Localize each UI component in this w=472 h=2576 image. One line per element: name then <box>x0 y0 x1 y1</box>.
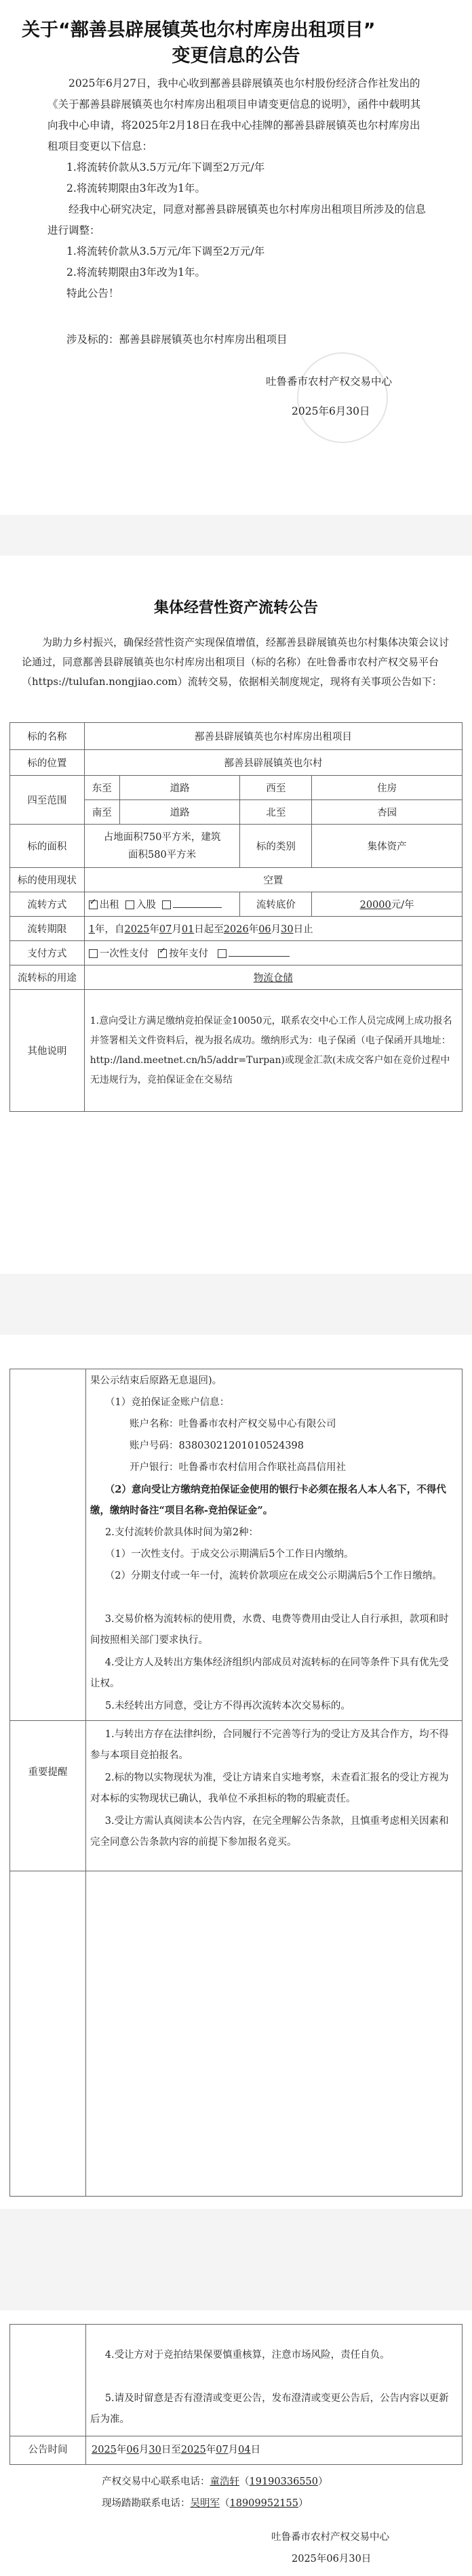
option-rent: 出租 <box>99 900 119 911</box>
column-divider <box>85 2325 86 2464</box>
reserve-amount: 20000 <box>359 900 391 911</box>
value-other: 1.意向受让方满足缴纳竞拍保证金10050元，联系农交中心工作人员完成网上成功报名并签署相关文件资料后，视为报名成功。缴纳形式为：电子保函（电子保函开具地址：http://land.meetnet.cn/h5/addr=Turpan)或现金汇款(未成交客户如在竞价过程中无违规行为，竞拍保证金在交易结 <box>84 990 462 1112</box>
term-start-month: 07 <box>159 924 172 935</box>
account-name-label: 账户名称： <box>130 1419 179 1430</box>
value-pay <box>84 941 462 965</box>
value-status: 空置 <box>84 868 462 892</box>
value-area-line1: 占地面积750平方米，建筑 <box>103 831 221 843</box>
item-4: 4.受让方人及转出方集体经济组织内部成员对流转标的在同等条件下具有优先受让权。 <box>90 1657 449 1689</box>
checkbox-annual <box>158 949 167 958</box>
period-end-month: 07 <box>216 2445 229 2455</box>
label-east: 东至 <box>84 776 119 800</box>
official-seal <box>297 352 388 443</box>
term-years: 1 <box>88 924 95 935</box>
period-label: 公告时间 <box>28 2445 68 2455</box>
page-separator <box>0 515 472 556</box>
label-area: 标的面积 <box>10 825 85 868</box>
term-end-day: 30 <box>281 924 294 935</box>
reminder-item: 1.与转出方存在法律纠纷，合同履行不完善等行为的受让方及其合作方，均不得参与本项目竞拍报名。 <box>90 1729 449 1761</box>
bank-name <box>130 1457 455 1478</box>
page-separator <box>0 1274 472 1335</box>
contact2-phone: 18909952155 <box>229 2498 298 2509</box>
item-5: 5.未经转出方同意，受让方不得再次流转本次交易标的。 <box>105 1701 351 1711</box>
end-item-4: 4.受让方对于竞拍结果保要慎重核算，注意市场风险，责任自负。 <box>104 2350 390 2361</box>
end-date: 2025年06月30日 <box>292 2554 372 2564</box>
reminder-item: 3.受让方需认真阅读本公告内容，在完全理解公告条款，且慎重考虑相关因素和完全同意公告条款内容的前提下参加报名竞买。 <box>90 1816 449 1848</box>
notice1-paragraph: 2.将流转期限由3年改为1年。 <box>66 182 206 194</box>
label-type: 标的类别 <box>240 825 312 868</box>
value-name: 鄯善县辟展镇英也尔村库房出租项目 <box>84 723 462 750</box>
column-divider <box>85 1369 86 2196</box>
bank-label: 开户银行： <box>130 1462 179 1473</box>
page-separator <box>0 2209 472 2310</box>
deposit-bold-note: （2）意向受让方缴纳竞拍保证金使用的银行卡必须在报名人本人名下，不得代缴，缴纳时备注“项目名称-竞拍保证金”。 <box>90 1484 446 1516</box>
account-no-value: 83803021201010524398 <box>178 1440 304 1451</box>
notice1-paragraph: 经我中心研究决定，同意对鄯善县辟展镇英也尔村库房出租项目所涉及的信息进行调整： <box>47 203 427 236</box>
reminder-label: 重要提醒 <box>28 1767 68 1778</box>
value-method <box>84 892 240 917</box>
label-other: 其他说明 <box>10 990 85 1112</box>
notice1-signature: 吐鲁番市农村产权交易中心 <box>266 375 393 388</box>
value-reserve <box>312 892 463 917</box>
checkbox-share <box>125 900 134 909</box>
value-east: 道路 <box>119 776 240 800</box>
label-pay: 支付方式 <box>10 941 85 965</box>
bank-value: 吐鲁番市农村信用合作联社高昌信用社 <box>178 1462 346 1473</box>
pay-mode-2: （2）分期支付或一年一付，流转价款项应在成交公示期满后5个工作日缴纳。 <box>104 1571 442 1581</box>
label-north: 北至 <box>240 800 312 825</box>
period-value: 2025年06月30日至2025年07月04日 <box>92 2445 261 2455</box>
notice1-title-line1: 关于“鄯善县辟展镇英也尔村库房出租项目” <box>22 20 376 41</box>
checkbox-other-pay <box>218 949 227 958</box>
account-name <box>130 1414 455 1435</box>
label-status: 标的使用现状 <box>10 868 85 892</box>
term-end-month: 06 <box>258 924 271 935</box>
notice1-paragraph: 1.将流转价款从3.5万元/年下调至2万元/年 <box>66 161 265 173</box>
pay-modes-intro: 2.支付流转价款具体时间为第2种： <box>105 1527 259 1538</box>
account-name-value: 吐鲁番市农村产权交易中心有限公司 <box>178 1419 336 1430</box>
value-use <box>84 965 462 990</box>
label-west: 西至 <box>240 776 312 800</box>
label-reserve: 流转底价 <box>240 892 312 917</box>
deposit-title: （1）竞拍保证金账户信息： <box>105 1397 230 1408</box>
cont-lead: 果公示结束后原路无息退回)。 <box>90 1375 222 1386</box>
value-area-line2: 面积580平方米 <box>128 849 197 860</box>
checkbox-lump-sum <box>89 949 98 958</box>
notice1-paragraph: 2.将流转期限由3年改为1年。 <box>66 266 206 278</box>
end-item-5: 5.请及时留意是否有澄清或变更公告，发布澄清或变更公告后，公告内容以更新后为准。 <box>90 2393 449 2425</box>
reserve-unit: 元/年 <box>391 900 414 911</box>
value-area <box>84 825 240 868</box>
transfer-info-table <box>9 722 463 1112</box>
contact1-label: 产权交易中心联系电话： <box>102 2476 210 2487</box>
reminder-row-divider <box>10 1720 462 1721</box>
account-number <box>130 1436 455 1457</box>
label-term: 流转期限 <box>10 917 85 941</box>
label-location: 标的位置 <box>10 750 85 776</box>
notice1-subject: 涉及标的：鄯善县辟展镇英也尔村库房出租项目 <box>66 333 288 346</box>
period-end-year: 2025 <box>180 2445 206 2455</box>
period-start-day: 30 <box>149 2445 161 2455</box>
contact2-name: 吴明军 <box>190 2498 220 2509</box>
reminder-item: 2.标的物以实物现状为准，受让方请来自实地考察，未查看汇报名的受让方视为对本标的实物现状已确认，我单位不承担标的物的瑕疵责任。 <box>90 1772 449 1804</box>
contact2-label: 现场踏勘联系电话： <box>102 2498 191 2509</box>
label-south: 南至 <box>84 800 119 825</box>
value-location: 鄯善县辟展镇英也尔村 <box>84 750 462 776</box>
term-end-year: 2026 <box>223 924 249 935</box>
period-start-year: 2025 <box>92 2445 117 2455</box>
end-signature: 吐鲁番市农村产权交易中心 <box>271 2532 389 2543</box>
notice2-title: 集体经营性资产流转公告 <box>153 600 318 617</box>
notice1-date: 2025年6月30日 <box>292 405 370 417</box>
label-method: 流转方式 <box>10 892 85 917</box>
option-annual: 按年支付 <box>169 949 209 959</box>
notice2-intro: 为助力乡村振兴，确保经营性资产实现保值增值，经鄯善县辟展镇英也尔村集体决策会议讨论通过，同意鄯善县辟展镇英也尔村库房出租项目（标的名称）在吐鲁番市农村产权交易平台（https://tulufan.nongjiao.com）流转交易，依据相关制度规定，现将有关事项公告如下： <box>22 636 450 688</box>
checkbox-rent <box>89 900 98 909</box>
checkbox-other <box>162 900 171 909</box>
period-end-day: 04 <box>238 2445 251 2455</box>
use-value-text: 物流仓储 <box>253 973 293 984</box>
pay-mode-1: （1）一次性支付。于成交公示期满后5个工作日内缴纳。 <box>105 1549 354 1560</box>
label-name: 标的名称 <box>10 723 85 750</box>
period-start-month: 06 <box>126 2445 139 2455</box>
account-no-label: 账户号码： <box>130 1440 179 1451</box>
notice1-paragraph: 特此公告！ <box>66 287 119 299</box>
contact1-name: 童浩轩 <box>210 2476 239 2487</box>
term-start-year: 2025 <box>124 924 150 935</box>
item-3: 3.交易价格为流转标的使用费，水费、电费等费用由受让人自行承担，款项和时间按照相关部门要求执行。 <box>90 1614 449 1646</box>
label-use: 流转标的用途 <box>10 965 85 990</box>
option-lump-sum: 一次性支付 <box>99 949 149 959</box>
contact-2: 现场踏勘联系电话：吴明军（18909952155） <box>102 2498 309 2509</box>
blank-line <box>173 907 222 908</box>
option-share: 入股 <box>136 900 156 911</box>
notice1-paragraph: 1.将流转价款从3.5万元/年下调至2万元/年 <box>66 245 265 257</box>
value-term: 1年，自2025年07月01日起至2026年06月30日止 <box>84 917 462 941</box>
value-north: 杏园 <box>312 800 463 825</box>
notice1-title-line2: 变更信息的公告 <box>172 45 300 66</box>
value-south: 道路 <box>119 800 240 825</box>
value-type: 集体资产 <box>312 825 463 868</box>
final-table <box>9 2324 463 2465</box>
continuation-table <box>9 1369 463 2197</box>
contact-1: 产权交易中心联系电话：童浩轩（19190336550） <box>102 2476 328 2487</box>
value-west: 住房 <box>312 776 463 800</box>
contact1-phone: 19190336550 <box>249 2476 318 2487</box>
blank-line <box>229 956 290 957</box>
label-bounds: 四至范围 <box>10 776 85 825</box>
term-start-day: 01 <box>181 924 195 935</box>
notice1-paragraph: 2025年6月27日，我中心收到鄯善县辟展镇英也尔村股份经济合作社发出的《关于鄯善县辟展镇英也尔村库房出租项目申请变更信息的说明》，函件中载明其向我中心申请，将2025年2月18日在我中心挂牌的鄯善县辟展镇英也尔村库房出租项目变更以下信息： <box>47 77 421 152</box>
